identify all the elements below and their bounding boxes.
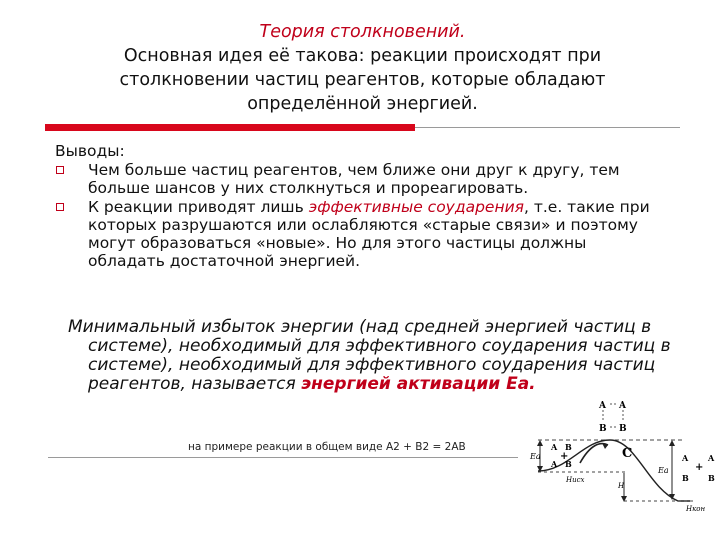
title-underline-red [45,124,415,131]
c-label: C [622,446,633,461]
slide-title: Теория столкновений. [259,22,466,42]
title-line-2: столкновении частиц реагентов, которые обладают [119,70,606,90]
conclusions [55,142,665,271]
title-underline-gray [415,127,680,128]
right-a-top-label: A [682,453,689,463]
definition-text: Минимальный избыток энергии (над средней энергией частиц в системе), необходимый для эффективного соударения частиц в системе), необходимый для эффективного соударения частиц реагентов, называется [68,317,671,394]
bullet-square-icon [56,203,64,211]
activation-energy-term: энергией активации Еа. [301,374,536,394]
title-line-3: определённой энергией. [247,94,478,114]
left-a-bottom-label: A [551,459,558,469]
bullet-text-2-before: К реакции приводят лишь [88,198,309,216]
top-a-right-label: A [619,401,626,411]
right-b-top-label: B [682,473,689,483]
top-b-left-label: B [599,424,607,434]
bullet-square-icon [56,166,64,174]
conclusions-heading: Выводы: [55,142,125,160]
top-a-left-label: A [599,401,606,411]
ea-right-label: Ea [658,466,669,475]
bottom-divider [48,457,518,458]
title-block [60,20,665,116]
left-b-bottom-label: B [565,459,572,469]
reaction-example: на примере реакции в общем виде А2 + В2 = 2АВ [188,441,466,453]
h-end-label: Hкон [686,505,706,513]
activation-energy-definition [68,318,688,394]
bullet-text-2-after: , т.е. такие при которых разрушаются или ослабляются «старые связи» и поэтому могут образоваться «новые». Но для этого частицы должны обладать достаточной энергией. [88,198,650,270]
bullet-item-2 [55,198,665,270]
top-b-right-label: B [619,424,627,434]
left-b-top-label: B [565,442,572,452]
h-start-label: Hисх [566,476,585,484]
energy-profile-diagram [528,393,720,540]
left-plus-sign: + [560,451,569,462]
transition-complex [598,401,627,434]
bullet-item-1 [55,161,665,197]
right-b-bottom-label: B [708,473,715,483]
bullet-text-1: Чем больше частиц реагентов, чем ближе они друг к другу, тем больше шансов у них столкнуться и прореагировать. [88,161,620,197]
ea-left-label: Ea [530,452,541,461]
left-a-top-label: A [551,442,558,452]
right-a-bottom-label: A [708,453,715,463]
title-line-1: Основная идея её такова: реакции происходят при [123,46,602,66]
effective-collisions-term: эффективные соударения [308,198,524,216]
right-plus-sign: + [695,462,704,473]
h-delta-label: H [618,482,625,490]
